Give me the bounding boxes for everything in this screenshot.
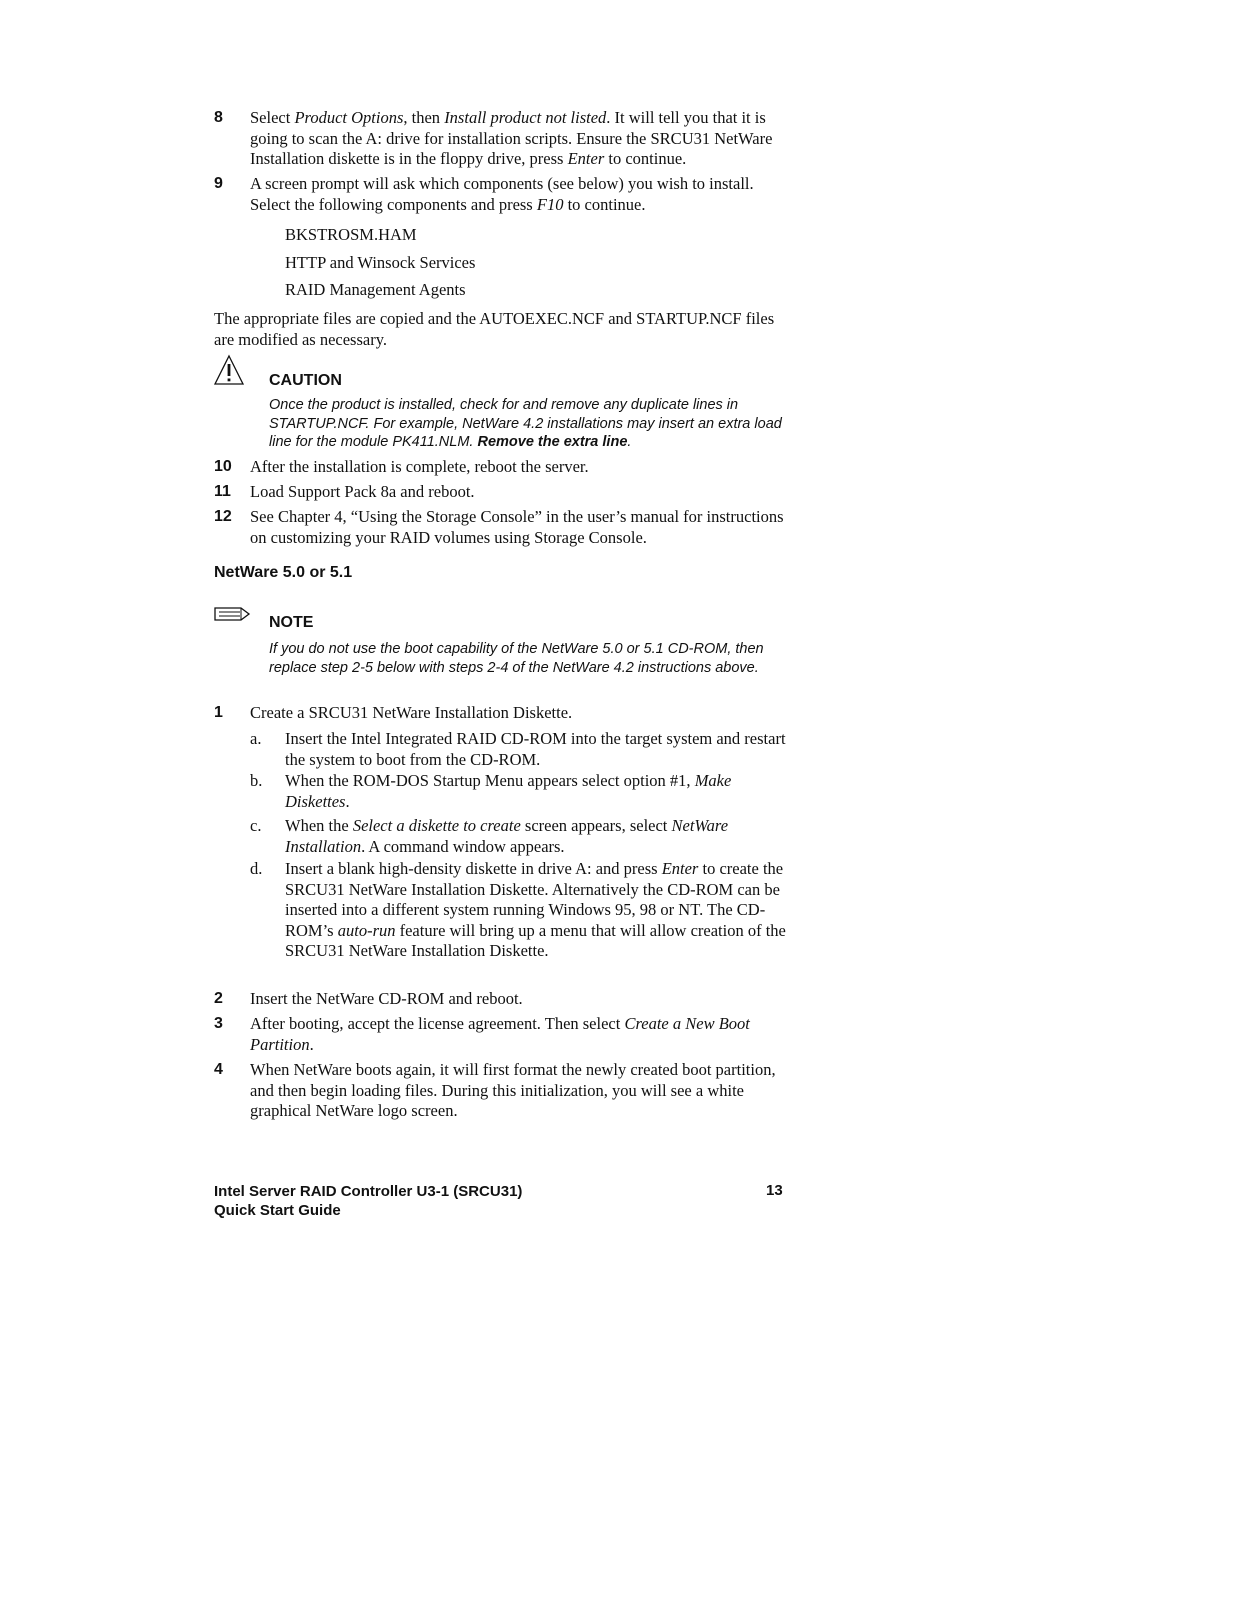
step-number: 4	[214, 1061, 223, 1078]
text-span: to create the SRCU31 NetWare Installation Diskette. Alternatively the CD-ROM can be inserted into a different system running Windows 95, 98 or NT. The CD-ROM’s	[285, 859, 784, 940]
text-span: screen appears, select	[520, 816, 672, 835]
key-term: Enter	[567, 149, 605, 168]
note-text: If you do not use the boot capability of the NetWare 5.0 or 5.1 CD-ROM, then replace step 2-5 below with steps 2-4 of the NetWare 4.2 instructions above.	[269, 641, 764, 676]
text-span: After booting, accept the license agreement. Then select	[250, 1014, 625, 1033]
ui-term: Install product not listed	[444, 108, 607, 127]
text-span: A screen prompt will ask which components (see below) you wish to install. Select the following components and press	[250, 174, 754, 214]
step-12-text: See Chapter 4, “Using the Storage Console” in the user’s manual for instructions on customizing your RAID volumes using Storage Console.	[250, 507, 784, 547]
component-item: RAID Management Agents	[285, 280, 466, 299]
step-10-text: After the installation is complete, reboot the server.	[250, 457, 589, 476]
text-span: .	[345, 791, 350, 811]
substep-letter: b.	[250, 771, 263, 790]
substep-letter: d.	[250, 859, 263, 878]
ui-term: auto-run	[337, 920, 396, 940]
ui-term: NetWare Installation	[285, 816, 729, 856]
nw5-step-1-text: Create a SRCU31 NetWare Installation Diskette.	[250, 703, 573, 722]
text-span: . It will tell you that it is going to scan the A: drive for installation scripts. Ensure the SRCU31 NetWare Installation diskette is in the floppy drive, press	[250, 108, 773, 168]
caution-text	[269, 396, 794, 452]
text-span: Select	[250, 108, 295, 127]
text-span: feature will bring up a menu that will allow creation of the SRCU31 NetWare Installation Diskette.	[285, 920, 786, 960]
pencil-icon	[213, 604, 251, 624]
ui-term: Product Options	[294, 108, 404, 127]
files-copied-paragraph: The appropriate files are copied and the AUTOEXEC.NCF and STARTUP.NCF files are modified as necessary.	[214, 309, 775, 349]
text-span: to continue.	[604, 149, 687, 168]
step-number: 12	[214, 508, 232, 525]
text-span: When the ROM-DOS Startup Menu appears select option #1,	[285, 771, 695, 790]
ui-term: Make Diskettes	[285, 771, 732, 811]
substep-c-text	[285, 816, 795, 857]
footer-title: Intel Server RAID Controller U3-1 (SRCU31)	[214, 1183, 523, 1200]
nw5-step-2-text: Insert the NetWare CD-ROM and reboot.	[250, 989, 523, 1008]
step-number: 3	[214, 1015, 223, 1032]
substep-letter: c.	[250, 816, 262, 835]
ui-term: Create a New Boot Partition	[250, 1014, 750, 1054]
substep-d-text	[285, 859, 795, 962]
footer-subtitle: Quick Start Guide	[214, 1202, 341, 1219]
substep-a-text: Insert the Intel Integrated RAID CD-ROM into the target system and restart the system to boot from the CD-ROM.	[285, 729, 786, 769]
text-span: to continue.	[563, 194, 646, 214]
substep-b-text	[285, 771, 795, 812]
text-span: .	[627, 434, 632, 450]
step-number: 2	[214, 990, 223, 1007]
nw5-step-3-text	[250, 1014, 795, 1055]
step-number: 1	[214, 704, 223, 721]
caution-title: CAUTION	[269, 372, 342, 389]
warning-triangle-icon	[213, 354, 245, 386]
section-heading: NetWare 5.0 or 5.1	[214, 564, 353, 581]
component-item: HTTP and Winsock Services	[285, 253, 476, 272]
text-span: . A command window appears.	[361, 836, 565, 856]
component-item: BKSTROSM.HAM	[285, 225, 417, 244]
step-9-text	[250, 174, 795, 215]
text-span: Once the product is installed, check for and remove any duplicate lines in STARTUP.NCF. For example, NetWare 4.2 installations may insert an extra load line for the module PK411.NLM.	[269, 397, 782, 450]
page-number: 13	[766, 1182, 783, 1199]
step-number: 9	[214, 175, 223, 192]
note-title: NOTE	[269, 614, 314, 631]
step-11-text: Load Support Pack 8a and reboot.	[250, 482, 475, 501]
step-number: 10	[214, 458, 232, 475]
text-span: When the	[285, 816, 353, 835]
text-span: Insert a blank high-density diskette in drive A: and press	[285, 859, 662, 878]
ui-term: Select a diskette to create	[352, 816, 521, 835]
step-number: 8	[214, 109, 223, 126]
key-term: F10	[536, 194, 564, 214]
text-span: .	[309, 1034, 314, 1054]
text-span: , then	[403, 108, 445, 127]
nw5-step-4-text: When NetWare boots again, it will first format the newly created boot partition, and then begin loading files. During this initialization, you will see a white graphical NetWare logo screen.	[250, 1060, 776, 1120]
caution-emphasis: Remove the extra line	[477, 434, 628, 450]
step-8-text	[250, 108, 795, 170]
substep-letter: a.	[250, 729, 262, 748]
key-term: Enter	[661, 859, 699, 878]
step-number: 11	[214, 483, 231, 500]
